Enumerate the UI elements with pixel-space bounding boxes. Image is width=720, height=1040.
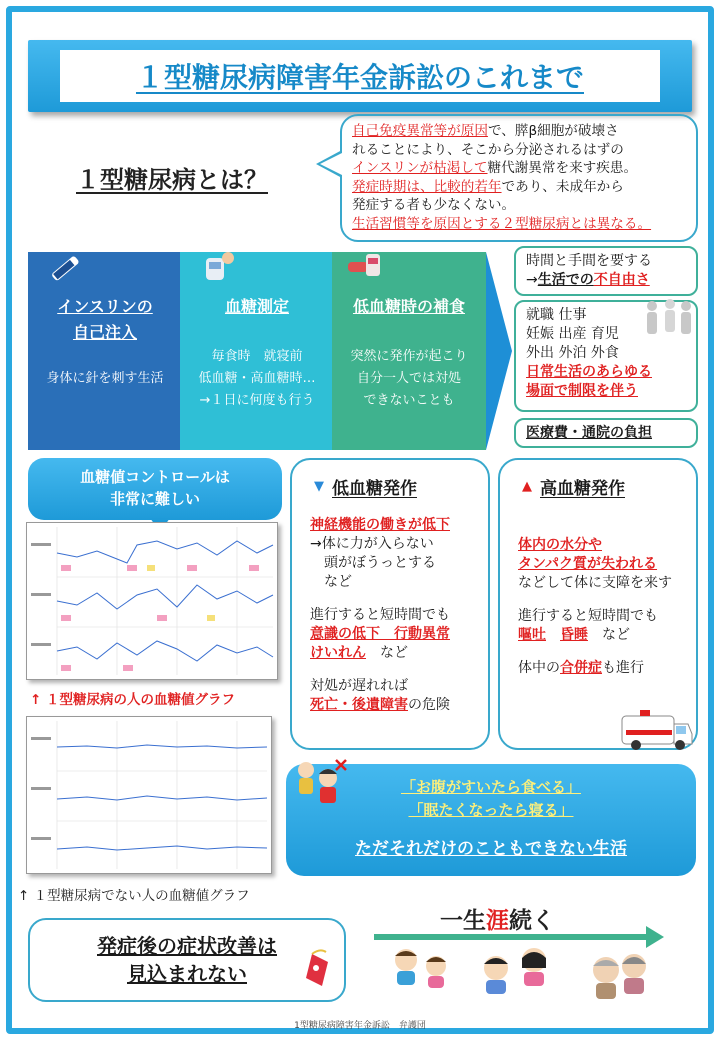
hypo-red: けいれん [310,645,366,661]
lifelong-text: 涯 [486,908,509,934]
callout-control [28,458,282,520]
panel-heading: 血糖測定 [224,297,289,316]
amulet-icon [302,948,336,990]
caption-type1: ↑ １型糖尿病の人の血糖値グラフ [30,692,236,708]
def-text: 糖代謝異常を来す疾患。 [487,160,638,177]
hyper-red: 体内の水分や [518,537,602,553]
burden-text: 就職 仕事 [526,307,587,323]
def-text: 発症する者も少なくない。 [352,197,516,214]
def-text: れることにより、そこから分泌されるはずの [352,141,624,158]
hypo-red: 意識の低下 行動異常 [310,626,450,642]
glucose-graph-type1 [26,522,278,680]
def-cause: 自己免疫異常等が原因 [352,123,488,139]
timeline-arrow-shaft [374,934,648,940]
def-onset: 発症時期は、比較的若年 [352,178,502,195]
burden-text: 妊娠 出産 育児 [526,326,619,342]
card-title: 低血糖発作 [332,479,417,499]
def-text: であり、未成年から [501,178,624,195]
caption-normal: ↑ １型糖尿病でない人の血糖値グラフ [18,888,250,904]
callout-text: 血糖値コントロールは [80,468,230,486]
title-banner [28,40,692,112]
arrow-text: → [526,272,538,288]
hypo-text: の危険 [408,697,450,713]
hypo-text: など [366,645,408,661]
panel-body: 身体に針を刺す生活 [46,371,164,386]
burden-red: 不自由さ [593,272,650,288]
hyper-red: 昏睡 [560,627,588,643]
glucose-graph-normal [26,716,272,874]
burden-text: 外出 外泊 外食 [526,345,619,361]
bottom-line: 発症後の症状改善は [97,934,277,958]
hypo-red: 神経機能の働きが低下 [310,517,450,533]
panel-body: 毎食時 就寝前 [211,349,303,364]
panel-body: →１日に何度も行う [199,393,315,408]
card-title: 高血糖発作 [540,479,625,499]
hyper-red: タンパク質が失われる [518,556,658,572]
lifelong-text: 一生 [440,908,486,934]
callout-text: 非常に難しい [109,490,200,508]
panel-body: 突然に発作が起こり [350,349,468,364]
def-insulin: インスリンが枯渇して [352,160,488,177]
hypo-text: 進行すると短時間でも [310,607,450,623]
candy-icon [346,250,386,284]
section-heading-whatis: １型糖尿病とは？ [76,166,268,194]
burden-text: 時間と手間を要する [526,253,652,269]
glucose-graph-normal-plot [27,717,271,873]
burden-box-life [514,300,698,412]
hyper-red: 合併症 [560,660,602,676]
generations-icon [384,942,684,1004]
slogan-line: 「眠たくなったら寝る」 [408,801,574,819]
glucose-graph-type1-plot [27,523,277,679]
hyper-text: 進行すると短時間でも [518,608,658,624]
panel-body: 自分一人では対処 [356,371,461,386]
slogan-line: ただそれだけのこともできない生活 [355,839,627,859]
burden-box-cost: 医療費・通院の負担 [514,418,698,448]
burden-box-time [514,246,698,296]
panel-heading: 自己注入 [72,323,137,342]
burden-bold: 生活での [537,272,594,288]
ambulance-icon [620,708,694,752]
panel-body: 低血糖・高血糖時… [198,371,316,386]
hyper-text: も進行 [602,660,644,676]
footer: 1型糖尿病障害年金訴訟 弁護団 [294,1021,426,1031]
panel-body: できないことも [363,393,455,408]
hyper-red: 嘔吐 [518,627,546,643]
panel-heading: インスリンの [57,297,153,316]
card-hypoglycemia [290,458,490,750]
panel-snack [332,252,486,450]
hypo-text: など [310,574,352,590]
lifelong-label [440,902,555,935]
hypo-text: 対処が遅れれば [310,678,408,694]
right-arrow-icon [486,252,512,450]
lifelong-text: 続く [509,908,555,934]
card-hyperglycemia [498,458,698,750]
definition-box [340,114,698,242]
def-type2: 生活習慣等を原因とする２型糖尿病とは異なる。 [352,215,652,232]
hypo-text: →体に力が入らない [310,536,434,552]
def-text: で、膵β細胞が破壊さ [487,123,619,139]
page-title: １型糖尿病障害年金訴訟のこれまで [60,50,660,102]
down-arrow-icon: ▼ [314,479,324,494]
panel-heading: 低血糖時の補食 [352,297,465,316]
slogan-line: 「お腹がすいたら食べる」 [400,778,581,796]
panel-insulin [28,252,182,450]
hyper-text: など [602,627,630,643]
people-icon [640,296,696,342]
bottom-box [28,918,346,1002]
hyper-text: 体中の [518,660,560,676]
children-icon [292,756,352,806]
speech-tail-inner [320,153,342,175]
burden-red: 日常生活のあらゆる [526,364,652,380]
pen-icon [46,250,82,284]
up-arrow-icon: ▲ [522,479,532,494]
glucose-meter-icon [202,250,236,284]
hypo-red: 死亡・後遺障害 [310,697,408,713]
panel-measure [180,252,334,450]
hypo-text: 頭がぼうっとする [310,555,436,571]
bottom-line: 見込まれない [127,962,247,986]
hyper-text: などして体に支障を来す [518,575,672,591]
burden-red: 場面で制限を伴う [526,383,638,399]
